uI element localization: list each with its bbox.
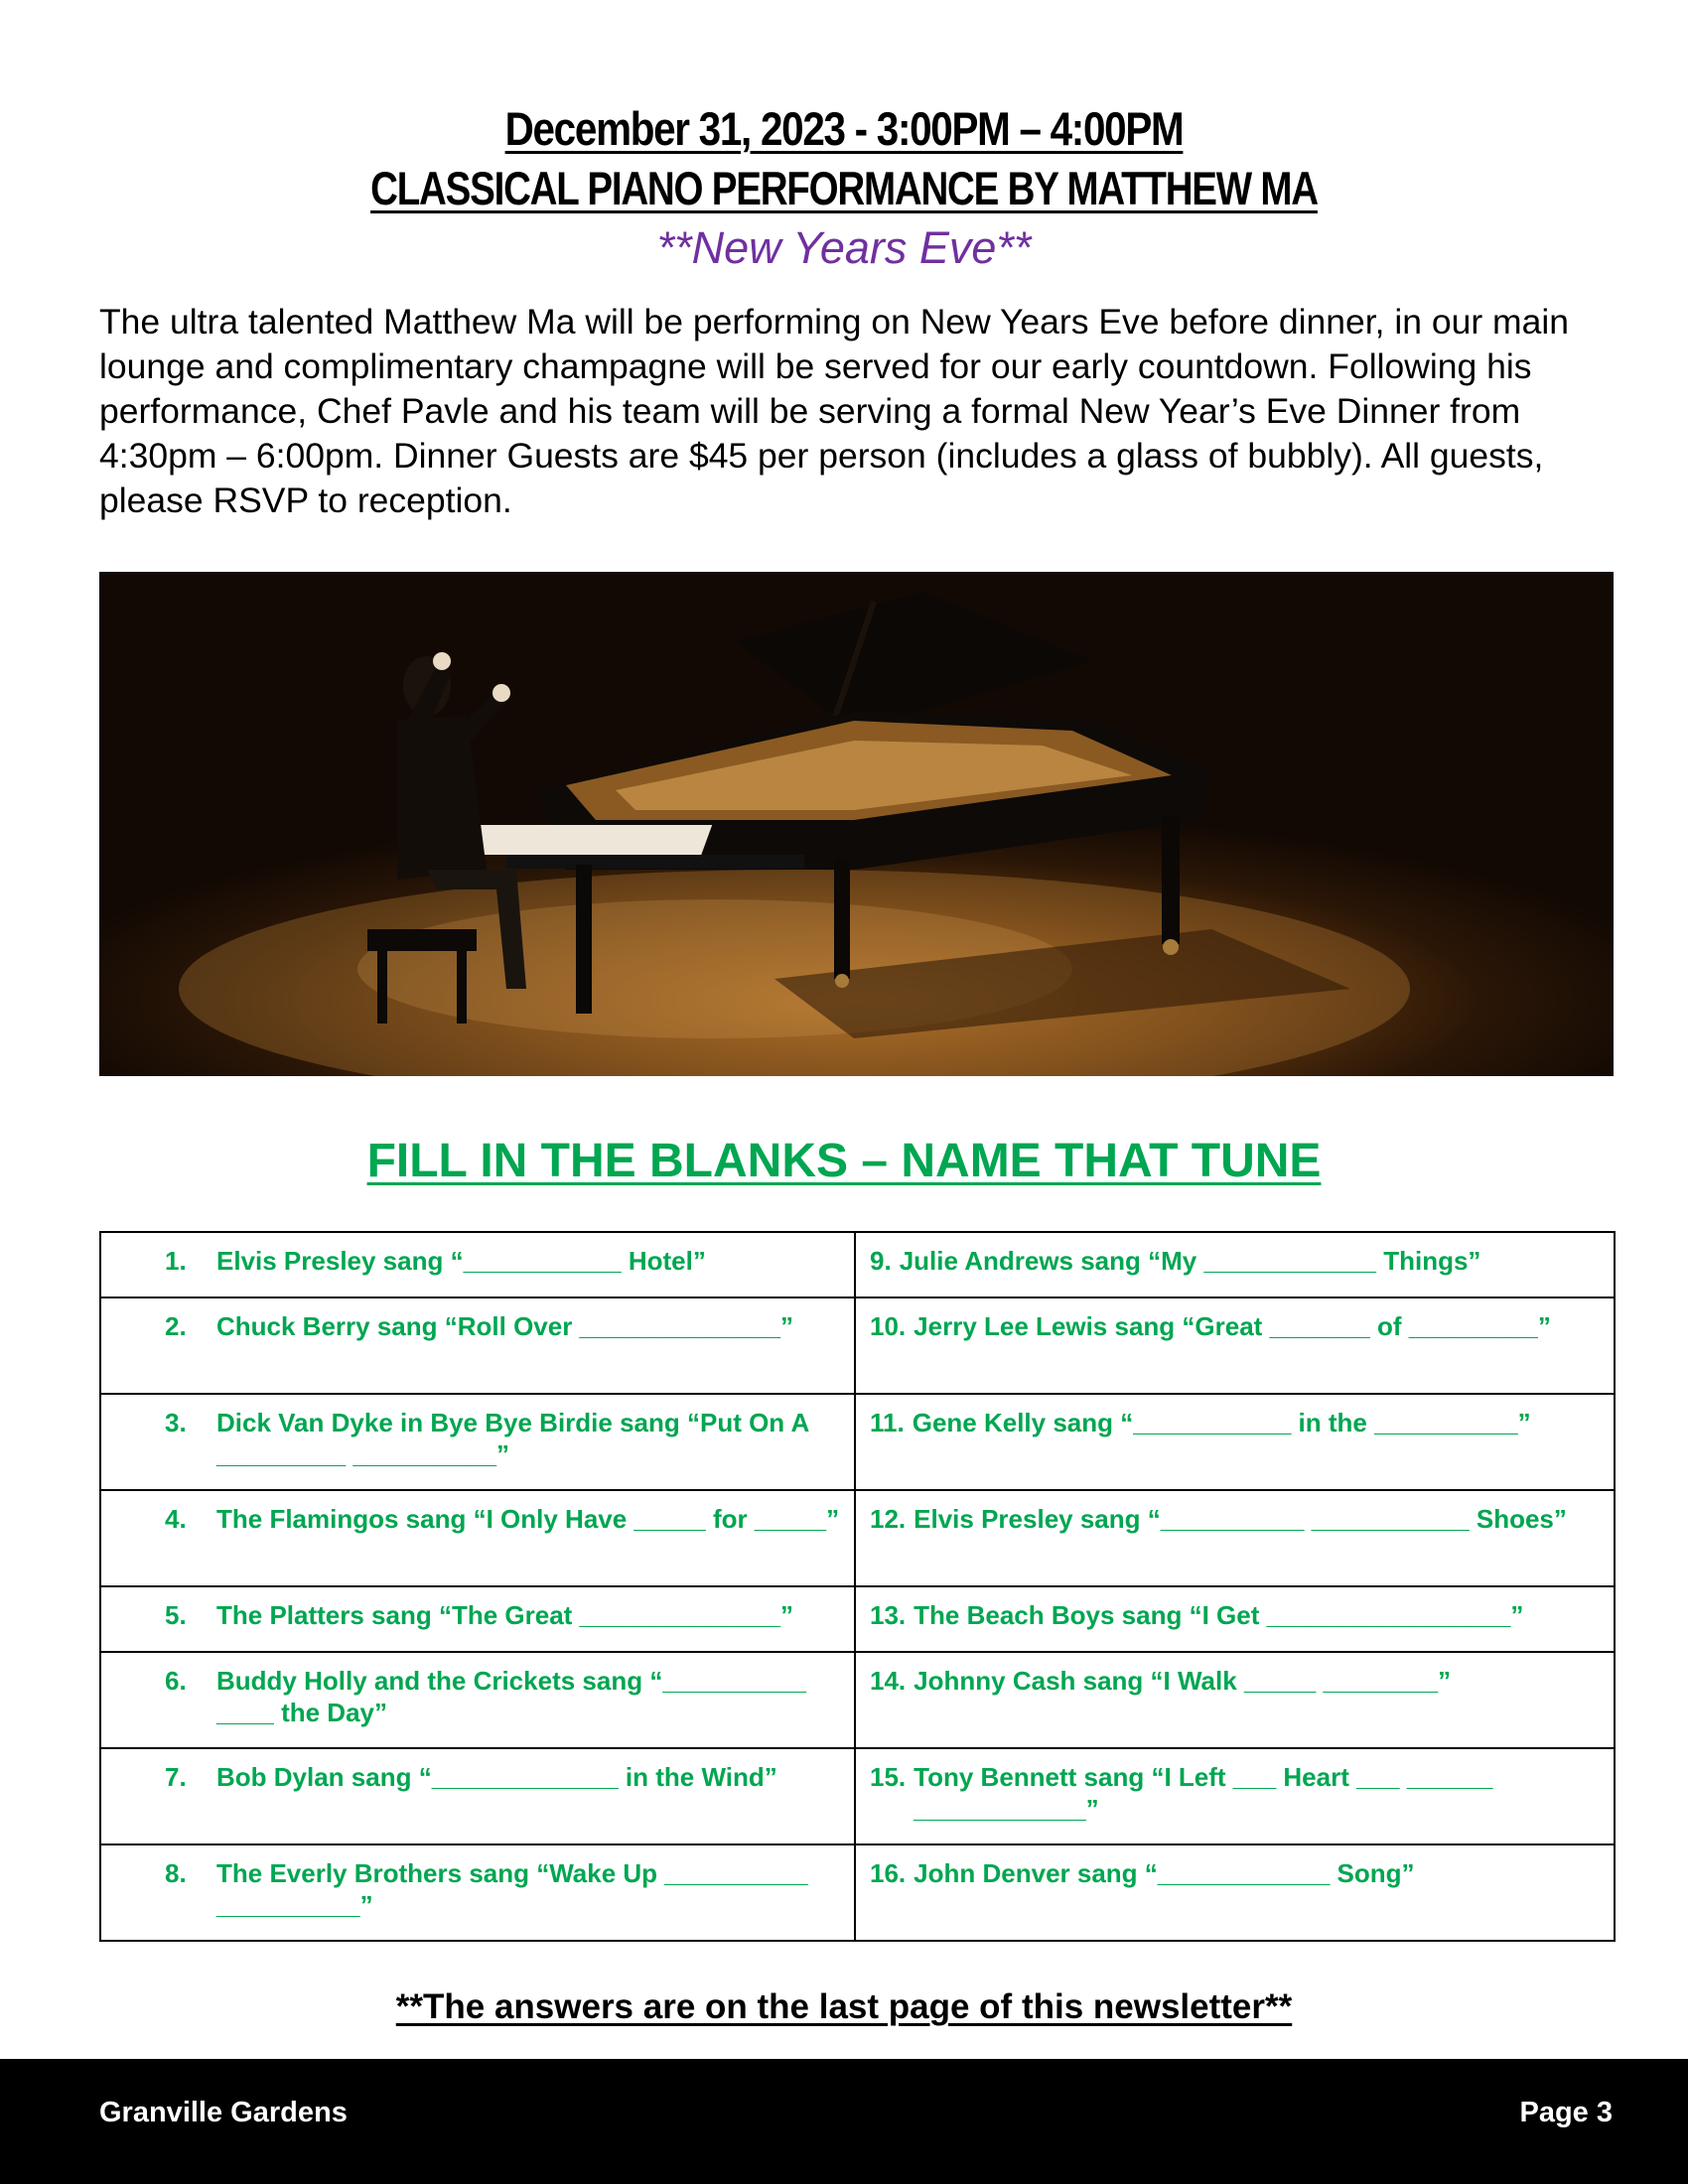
question-number: 5. [165, 1600, 187, 1630]
question-number: 15. [870, 1762, 907, 1792]
quiz-cell [100, 1844, 855, 1941]
event-date-heading: December 31, 2023 - 3:00PM – 4:00PM [504, 102, 1184, 155]
question-number: 1. [165, 1246, 187, 1276]
question-text: Buddy Holly and the Crickets sang “__________ ____ the Day” [216, 1666, 806, 1727]
question-text: Tony Bennett sang “I Left ___ Heart ___ ______ ____________” [914, 1762, 1493, 1824]
quiz-cell [855, 1586, 1615, 1652]
page-footer [0, 2059, 1688, 2184]
question-text: The Flamingos sang “I Only Have _____ for _____” [216, 1504, 840, 1534]
question-number: 10. [870, 1311, 907, 1341]
table-row [100, 1844, 1615, 1941]
question-number: 7. [165, 1762, 187, 1792]
question-number: 4. [165, 1504, 187, 1534]
question-text: Julie Andrews sang “My ____________ Things” [899, 1246, 1481, 1276]
table-row [100, 1297, 1615, 1394]
question-text: Elvis Presley sang “__________ ___________ Shoes” [914, 1504, 1567, 1534]
quiz-cell [855, 1748, 1615, 1844]
quiz-cell [100, 1748, 855, 1844]
event-subtitle: **New Years Eve** [656, 222, 1032, 273]
answers-note: **The answers are on the last page of this newsletter** [395, 1987, 1293, 2026]
question-text: The Everly Brothers sang “Wake Up __________ __________” [216, 1858, 808, 1920]
question-text: Johnny Cash sang “I Walk _____ ________” [914, 1666, 1452, 1696]
quiz-cell [100, 1586, 855, 1652]
quiz-cell [100, 1232, 855, 1297]
question-text: Jerry Lee Lewis sang “Great _______ of _________” [914, 1311, 1551, 1341]
table-row [100, 1748, 1615, 1844]
page-number: Page 3 [1519, 2097, 1613, 2128]
question-number: 16. [870, 1858, 907, 1888]
question-number: 6. [165, 1666, 187, 1696]
quiz-table [99, 1231, 1616, 1942]
event-description: The ultra talented Matthew Ma will be performing on New Years Eve before dinner, in our main lounge and complimentary champagne will be served for our early countdown. Following his performance, Chef Pavle and his team will be serving a formal New Year’s Eve Dinner from 4:30pm – 6:00pm. Dinner Guests are $45 per person (includes a glass of bubbly). All guests, please RSVP to reception. [99, 302, 1569, 520]
question-text: The Beach Boys sang “I Get _________________” [914, 1600, 1524, 1630]
quiz-cell [100, 1297, 855, 1394]
table-row [100, 1232, 1615, 1297]
question-text: Bob Dylan sang “_____________ in the Wind” [216, 1762, 777, 1792]
question-text: Chuck Berry sang “Roll Over ______________” [216, 1311, 794, 1341]
question-number: 11. [870, 1408, 905, 1437]
grand-piano-illustration [99, 572, 1614, 1076]
question-number: 12. [870, 1504, 907, 1534]
question-number: 9. [870, 1246, 892, 1276]
quiz-cell [100, 1490, 855, 1586]
question-text: Gene Kelly sang “___________ in the __________” [912, 1408, 1531, 1437]
question-text: Elvis Presley sang “___________ Hotel” [216, 1246, 706, 1276]
question-number: 3. [165, 1408, 187, 1437]
table-row [100, 1652, 1615, 1748]
quiz-cell [855, 1232, 1615, 1297]
event-title-heading: CLASSICAL PIANO PERFORMANCE BY MATTHEW MA [370, 162, 1318, 214]
question-number: 8. [165, 1858, 187, 1888]
table-row [100, 1394, 1615, 1490]
quiz-cell [100, 1652, 855, 1748]
quiz-cell [855, 1490, 1615, 1586]
pianist-photo [99, 572, 1614, 1076]
quiz-title: FILL IN THE BLANKS – NAME THAT TUNE [366, 1135, 1322, 1187]
quiz-cell [100, 1394, 855, 1490]
footer-organization: Granville Gardens [99, 2097, 348, 2128]
question-text: Dick Van Dyke in Bye Bye Birdie sang “Put On A _________ __________” [216, 1408, 809, 1469]
question-text: The Platters sang “The Great ______________” [216, 1600, 793, 1630]
quiz-cell [855, 1652, 1615, 1748]
table-row [100, 1586, 1615, 1652]
question-number: 14. [870, 1666, 907, 1696]
table-row [100, 1490, 1615, 1586]
question-text: John Denver sang “____________ Song” [914, 1858, 1415, 1888]
question-number: 2. [165, 1311, 187, 1341]
question-number: 13. [870, 1600, 907, 1630]
quiz-cell [855, 1394, 1615, 1490]
quiz-cell [855, 1297, 1615, 1394]
quiz-cell [855, 1844, 1615, 1941]
